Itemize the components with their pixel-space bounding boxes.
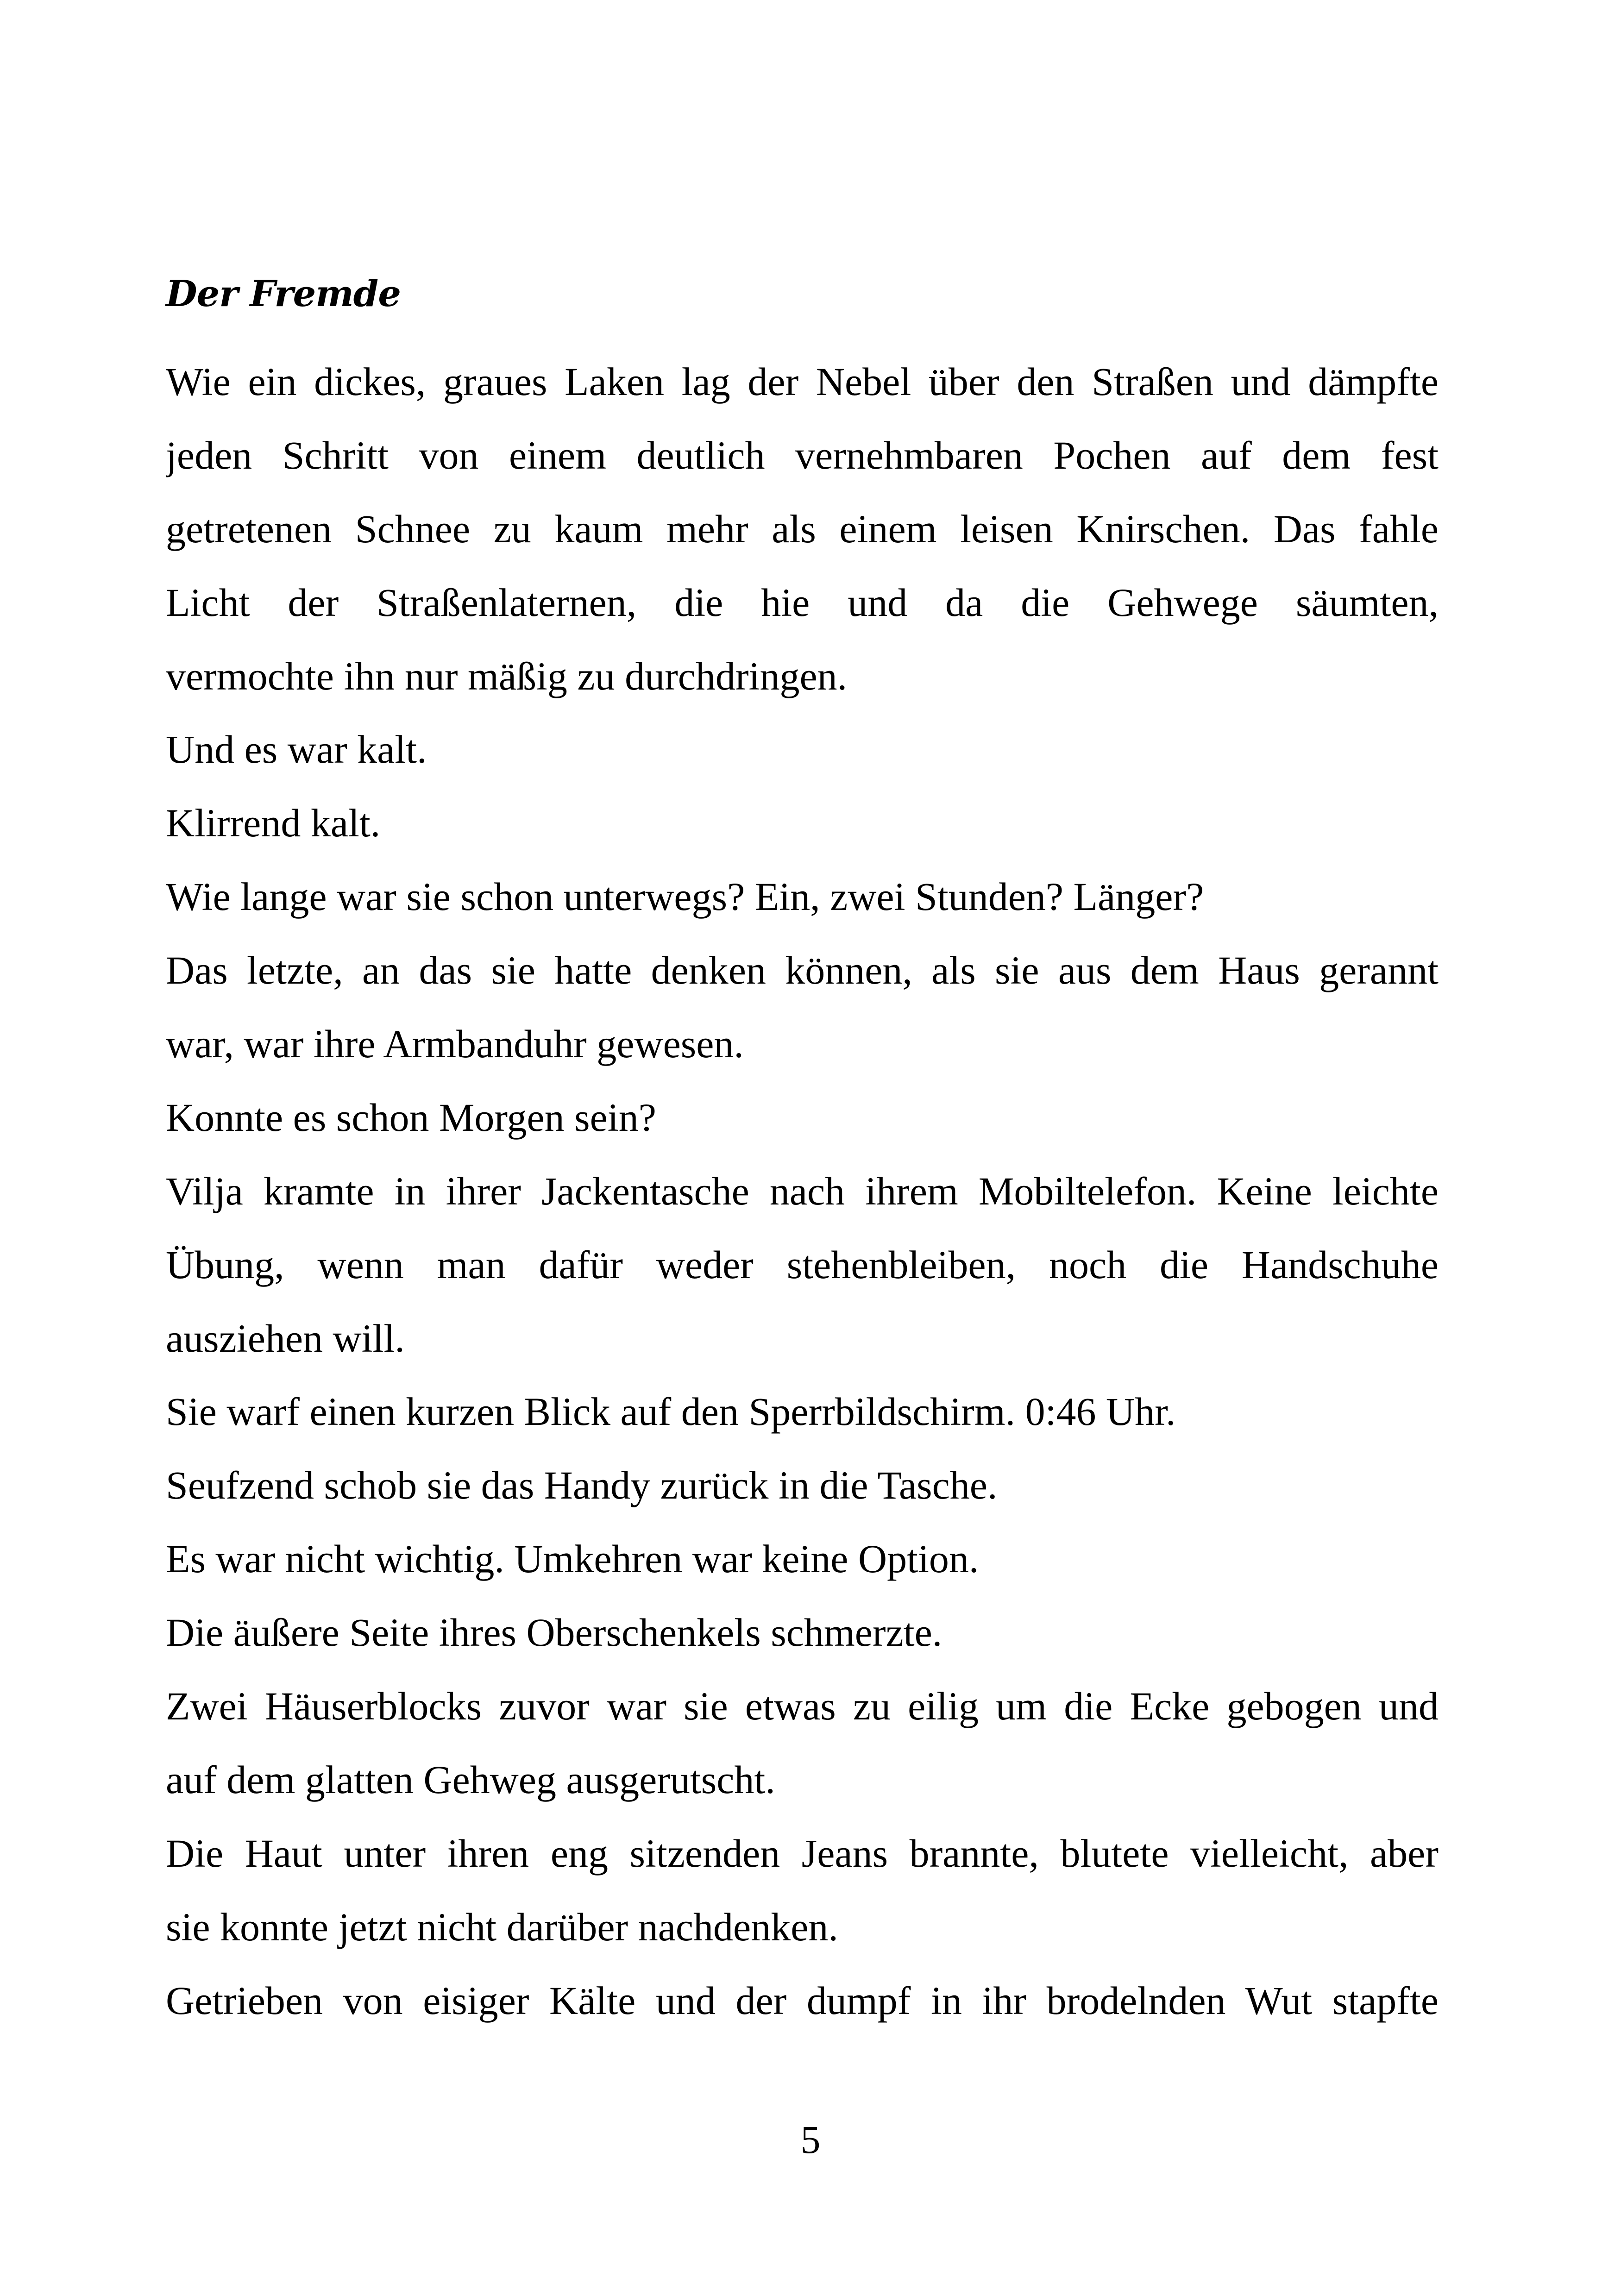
text-line: jeden Schritt von einem deutlich vernehmbaren Pochen auf dem fest [166,433,1439,477]
text-line: sie konnte jetzt nicht darüber nachdenken. [166,1904,838,1949]
text-line: Es war nicht wichtig. Umkehren war keine Option. [166,1537,979,1581]
text-line: Konnte es schon Morgen sein? [166,1095,656,1140]
text-line: getretenen Schnee zu kaum mehr als einem leisen Knirschen. Das fahle [166,506,1439,551]
text-line: Seufzend schob sie das Handy zurück in die Tasche. [166,1463,998,1508]
text-line: Vilja kramte in ihrer Jackentasche nach ihrem Mobiltelefon. Keine leichte [166,1168,1439,1213]
text-line: Zwei Häuserblocks zuvor war sie etwas zu eilig um die Ecke gebogen und [166,1684,1439,1729]
text-line: Sie warf einen kurzen Blick auf den Sperrbildschirm. 0:46 Uhr. [166,1389,1176,1434]
chapter-title: Der Fremde [166,273,401,315]
text-line: Die Haut unter ihren eng sitzenden Jeans brannte, blutete vielleicht, aber [166,1831,1439,1876]
text-line: Klirrend kalt. [166,801,381,846]
text-line: Wie ein dickes, graues Laken lag der Nebel über den Straßen und dämpfte [166,359,1439,404]
page-number: 5 [800,2117,821,2162]
text-line: Die äußere Seite ihres Oberschenkels schmerzte. [166,1610,942,1655]
text-line: Das letzte, an das sie hatte denken können, als sie aus dem Haus gerannt [166,948,1439,993]
text-line: Getrieben von eisiger Kälte und der dumpf in ihr brodelnden Wut stapfte [166,1978,1439,2023]
text-line: Wie lange war sie schon unterwegs? Ein, zwei Stunden? Länger? [166,874,1204,919]
text-line: ausziehen will. [166,1316,405,1361]
text-line: vermochte ihn nur mäßig zu durchdringen. [166,653,848,698]
text-line: Und es war kalt. [166,727,427,772]
text-line: auf dem glatten Gehweg ausgerutscht. [166,1757,775,1802]
text-line: Übung, wenn man dafür weder stehenbleiben, noch die Handschuhe [166,1242,1439,1287]
text-line: war, war ihre Armbanduhr gewesen. [166,1022,744,1066]
text-line: Licht der Straßenlaternen, die hie und da die Gehwege säumten, [166,580,1439,625]
chapter-body [166,345,1439,2037]
